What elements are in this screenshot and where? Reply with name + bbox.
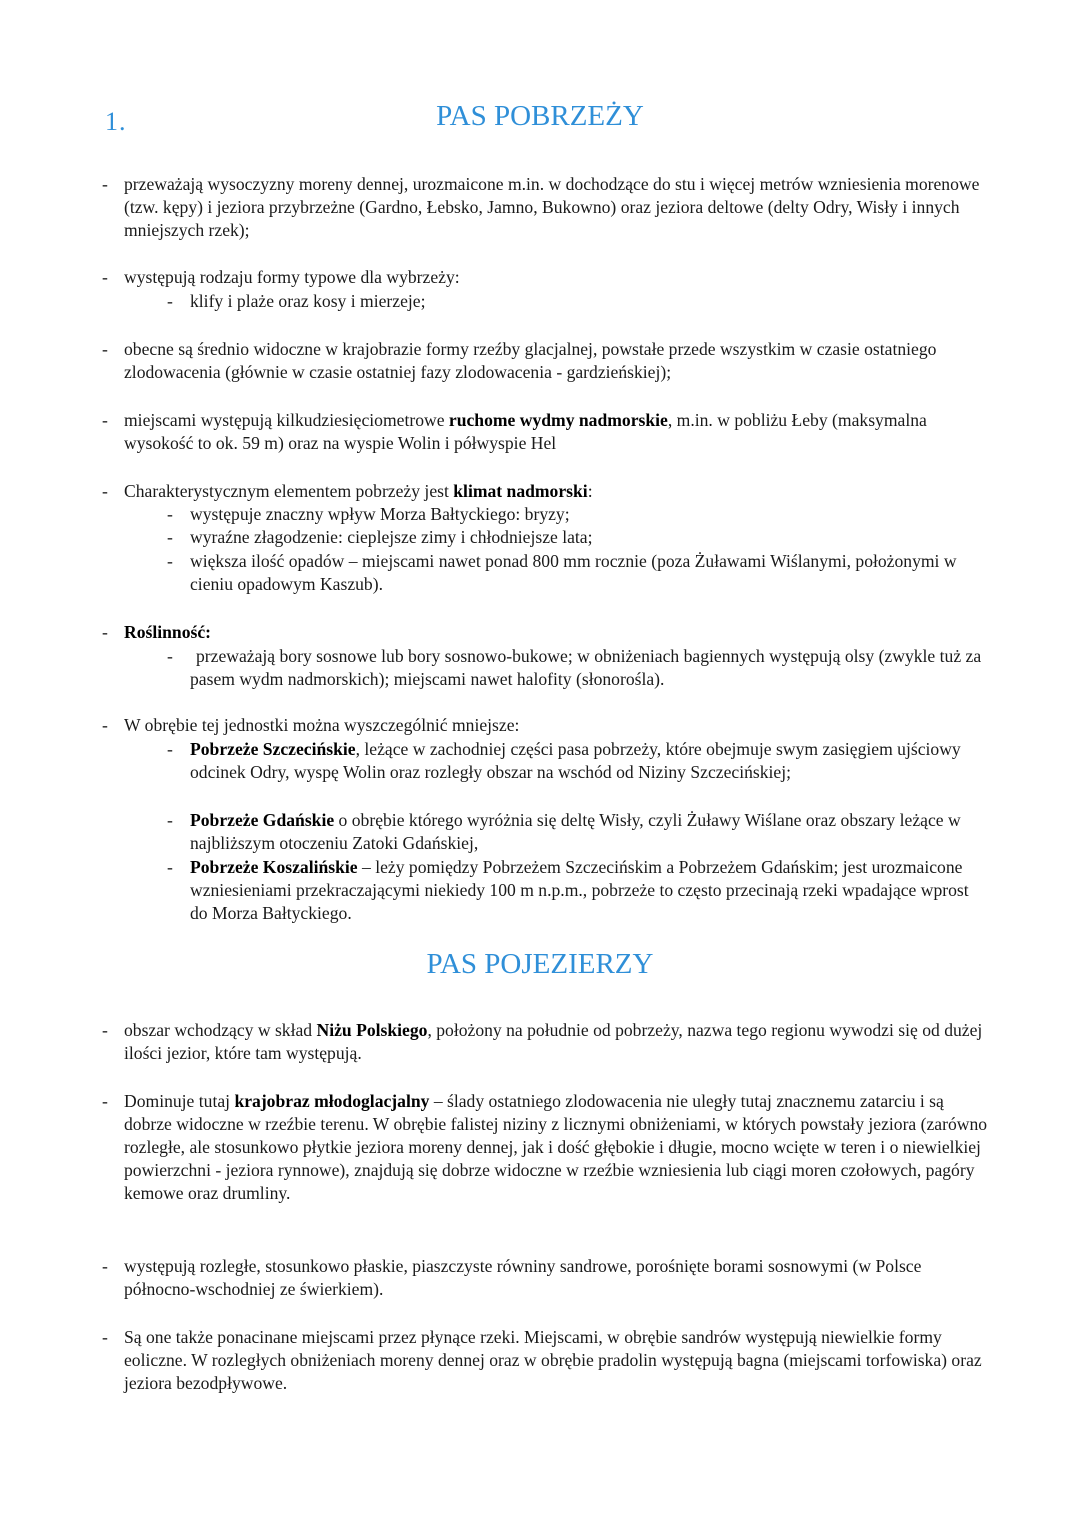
bullet-dash: - — [167, 551, 173, 571]
bullet-dash: - — [102, 1020, 108, 1040]
subitem-bryzy: - występuje znaczny wpływ Morza Bałtyckiego: bryzy; — [167, 504, 570, 524]
paragraph-formy-wybrzezy: - występują rodzaju formy typowe dla wybrzeży: — [102, 267, 460, 287]
bullet-dash: - — [102, 1091, 108, 1111]
section-number: 1. — [105, 107, 127, 136]
bullet-dash: - — [102, 1256, 108, 1276]
paragraph-roslinnosc: - Roślinność: — [102, 622, 212, 642]
paragraph-wysoczyzny: - przeważają wysoczyzny moreny dennej, urozmaicone m.in. w dochodzące do stu i więcej metrów wzniesienia morenowe (tzw. kępy) i jeziora przybrzeżne (Gardno, Łebsko, Jamno, Bukowno) oraz jeziora deltowe (delty Odry, Wisły i innych mniejszych rzek); — [102, 174, 980, 240]
subitem-pobrzeze-koszalinskie: - Pobrzeże Koszalińskie – leży pomiędzy Pobrzeżem Szczecińskim a Pobrzeżem Gdańskim; jest urozmaicone wzniesieniami przekraczającymi niekiedy 100 m n.p.m., pobrzeże to często przecinają rzeki wpadające wprost do Morza Bałtyckiego. — [167, 857, 969, 923]
bullet-dash: - — [102, 174, 108, 194]
bullet-dash: - — [167, 646, 173, 666]
paragraph-nizu-polskiego: - obszar wchodzący w skład Niżu Polskiego, położony na południe od pobrzeży, nazwa tego regionu wywodzi się od dużej ilości jezior, które tam występują. — [102, 1020, 983, 1063]
paragraph-klimat: - Charakterystycznym elementem pobrzeży jest klimat nadmorski: — [102, 481, 593, 501]
bullet-dash: - — [167, 810, 173, 830]
paragraph-wydmy: - miejscami występują kilkudziesięciometrowe ruchome wydmy nadmorskie, m.in. w pobliżu Łeby (maksymalna wysokość to ok. 59 m) oraz na wyspie Wolin i półwyspie Hel — [102, 410, 927, 453]
subitem-opady: - większa ilość opadów – miejscami nawet ponad 800 mm rocznie (poza Żuławami Wiślanymi, położonymi w cieniu opadowym Kaszub). — [167, 551, 957, 594]
bullet-dash: - — [102, 481, 108, 501]
bullet-dash: - — [102, 715, 108, 735]
bullet-dash: - — [167, 504, 173, 524]
bullet-dash: - — [167, 739, 173, 759]
paragraph-rzeki: - Są one także ponacinane miejscami przez płynące rzeki. Miejscami, w obrębie sandrów występują niewielkie formy eoliczne. W rozległych obniżeniach moreny dennej oraz w obrębie pradolin występują bagna (miejscami torfowiska) oraz jeziora bezodpływowe. — [102, 1327, 982, 1393]
paragraph-krajobraz: - Dominuje tutaj krajobraz młodoglacjalny – ślady ostatniego zlodowacenia nie uległy tutaj znacznemu zatarciu i są dobrze widoczne w rzeźbie terenu. W obrębie falistej niziny z licznymi obniżeniami, w których powstały jeziora (zarówno rozległe, ale stosunkowo płytkie jeziora moreny dennej, jak i dość głębokie i długie, mocno wcięte w teren i o niewielkiej powierzchni - jeziora rynnowe), znajdują się dobrze widoczne w rzeźbie wzniesienia lub ciągi moren czołowych, pagóry kemowe oraz drumliny. — [102, 1091, 988, 1203]
subitem-pobrzeze-szczecinskie: - Pobrzeże Szczecińskie, leżące w zachodniej części pasa pobrzeży, które obejmuje swym zasięgiem ujściowy odcinek Odry, wyspę Wolin oraz rozległy obszar na wschód od Niziny Szczecińskiej; — [167, 739, 961, 782]
bullet-dash: - — [102, 339, 108, 359]
subitem-bory: - przeważają bory sosnowe lub bory sosnowo-bukowe; w obniżeniach bagiennych występują olsy (zwykle tuż za pasem wydm nadmorskich); miejscami nawet halofity (słonorośla). — [167, 646, 982, 689]
bullet-dash: - — [102, 410, 108, 430]
bullet-dash: - — [102, 1327, 108, 1347]
section-title-pobrzezy: PAS POBRZEŻY — [436, 100, 644, 132]
subitem-zlagodzenie: - wyraźne złagodzenie: cieplejsze zimy i chłodniejsze lata; — [167, 527, 593, 547]
bullet-dash: - — [102, 267, 108, 287]
paragraph-jednostki: - W obrębie tej jednostki można wyszczególnić mniejsze: — [102, 715, 520, 735]
subitem-pobrzeze-gdanskie: - Pobrzeże Gdańskie o obrębie którego wyróżnia się deltę Wisły, czyli Żuławy Wiślane oraz obszary leżące w najbliższym otoczeniu Zatoki Gdańskiej, — [167, 810, 961, 853]
paragraph-rzezba-glacjalna: - obecne są średnio widoczne w krajobrazie formy rzeźby glacjalnej, powstałe przede wszystkim w czasie ostatniego zlodowacenia (głównie w czasie ostatniej fazy zlodowacenia - gardzieńskiej); — [102, 339, 937, 382]
section-title-pojezierzy: PAS POJEZIERZY — [426, 948, 654, 980]
subitem-klify: - klify i plaże oraz kosy i mierzeje; — [167, 291, 426, 311]
bullet-dash: - — [102, 622, 108, 642]
paragraph-sandry: - występują rozległe, stosunkowo płaskie, piaszczyste równiny sandrowe, porośnięte borami sosnowymi (w Polsce północno-wschodniej ze świerkiem). — [102, 1256, 922, 1299]
bullet-dash: - — [167, 291, 173, 311]
bullet-dash: - — [167, 857, 173, 877]
bullet-dash: - — [167, 527, 173, 547]
